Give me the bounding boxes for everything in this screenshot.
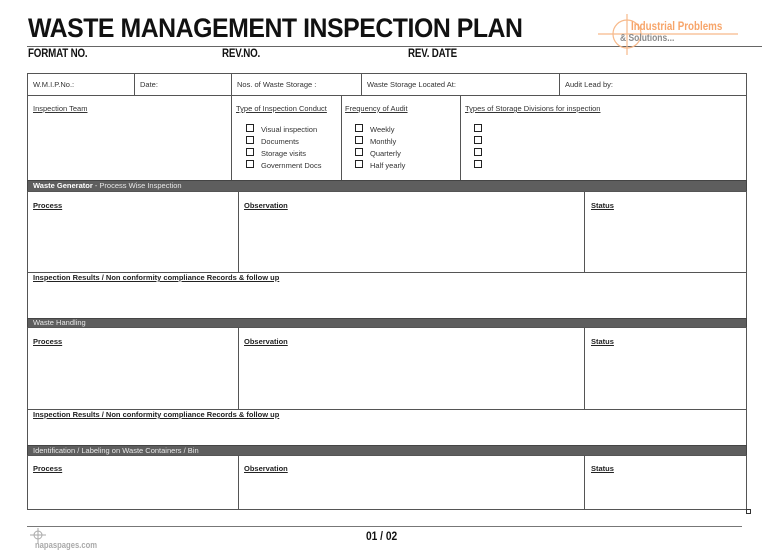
checkbox-division-4[interactable] — [474, 160, 482, 168]
checkbox-quarterly[interactable] — [355, 148, 363, 156]
observation-label: Observation — [244, 337, 288, 346]
process-field[interactable] — [27, 191, 239, 273]
inspection-team-field[interactable] — [27, 95, 232, 181]
page-title: WASTE MANAGEMENT INSPECTION PLAN — [28, 13, 523, 43]
section-title-rest: - Process Wise Inspection — [92, 181, 182, 190]
section-title: Waste Handling — [33, 318, 86, 327]
company-logo — [595, 12, 765, 57]
checkbox-label: Weekly — [370, 125, 395, 134]
date-field[interactable] — [134, 73, 232, 96]
audit-frequency-heading: Frequency of Audit — [345, 104, 408, 113]
audit-lead-label: Audit Lead by: — [565, 80, 613, 89]
process-label: Process — [33, 337, 63, 346]
resize-handle[interactable] — [746, 509, 751, 514]
checkbox-half-yearly[interactable] — [355, 160, 363, 168]
audit-lead-field[interactable] — [559, 73, 747, 96]
inspection-type-group — [231, 95, 342, 181]
footer-site: napaspages.com — [35, 540, 98, 550]
checkbox-label: Quarterly — [370, 149, 401, 158]
nos-storage-label: Nos. of Waste Storage : — [237, 80, 317, 89]
storage-location-field[interactable] — [361, 73, 560, 96]
wmip-no-field[interactable] — [27, 73, 135, 96]
rev-date-label: REV. DATE — [408, 48, 457, 60]
footer-divider — [27, 526, 742, 527]
checkbox-label: Monthly — [370, 137, 397, 146]
footer-logo — [28, 528, 118, 552]
checkbox-storage-visits[interactable] — [246, 148, 254, 156]
status-label: Status — [591, 464, 614, 473]
nos-storage-field[interactable] — [231, 73, 362, 96]
inspection-results-field[interactable] — [27, 272, 747, 319]
audit-frequency-group — [341, 95, 461, 181]
observation-label: Observation — [244, 201, 288, 210]
date-label: Date: — [140, 80, 158, 89]
status-field[interactable] — [584, 455, 747, 510]
process-label: Process — [33, 464, 63, 473]
process-label: Process — [33, 201, 63, 210]
observation-field[interactable] — [238, 455, 585, 510]
section-title-bold: Waste Generator — [33, 181, 93, 190]
checkbox-government-docs[interactable] — [246, 160, 254, 168]
checkbox-division-3[interactable] — [474, 148, 482, 156]
checkbox-label: Documents — [261, 137, 299, 146]
checkbox-visual-inspection[interactable] — [246, 124, 254, 132]
observation-field[interactable] — [238, 191, 585, 273]
status-field[interactable] — [584, 327, 747, 410]
inspection-results-label: Inspection Results / Non conformity compliance Records & follow up — [33, 273, 280, 282]
checkbox-label: Half yearly — [370, 161, 406, 170]
observation-field[interactable] — [238, 327, 585, 410]
checkbox-label: Visual inspection — [261, 125, 318, 134]
storage-location-label: Waste Storage Located At: — [367, 80, 456, 89]
page-number: 01 / 02 — [366, 529, 398, 543]
logo-line1: Industrial Problems — [631, 21, 723, 33]
checkbox-label: Storage visits — [261, 149, 307, 158]
status-label: Status — [591, 337, 614, 346]
wmip-no-label: W.M.I.P.No.: — [33, 80, 75, 89]
checkbox-documents[interactable] — [246, 136, 254, 144]
inspection-team-label: Inspection Team — [33, 104, 88, 113]
status-field[interactable] — [584, 191, 747, 273]
rev-no-label: REV.NO. — [222, 48, 261, 60]
observation-label: Observation — [244, 464, 288, 473]
inspection-results-field[interactable] — [27, 409, 747, 446]
process-field[interactable] — [27, 327, 239, 410]
checkbox-monthly[interactable] — [355, 136, 363, 144]
checkbox-division-2[interactable] — [474, 136, 482, 144]
format-no-label: FORMAT NO. — [28, 48, 88, 60]
storage-divisions-group — [460, 95, 747, 181]
inspection-type-heading: Type of Inspection Conduct — [236, 104, 327, 113]
checkbox-weekly[interactable] — [355, 124, 363, 132]
status-label: Status — [591, 201, 614, 210]
inspection-results-label: Inspection Results / Non conformity compliance Records & follow up — [33, 410, 280, 419]
logo-line2: & Solutions... — [620, 33, 675, 44]
process-field[interactable] — [27, 455, 239, 510]
section-title: Identification / Labeling on Waste Containers / Bin — [33, 446, 199, 455]
checkbox-label: Government Docs — [261, 161, 322, 170]
checkbox-division-1[interactable] — [474, 124, 482, 132]
storage-divisions-heading: Types of Storage Divisions for inspection — [465, 104, 601, 113]
